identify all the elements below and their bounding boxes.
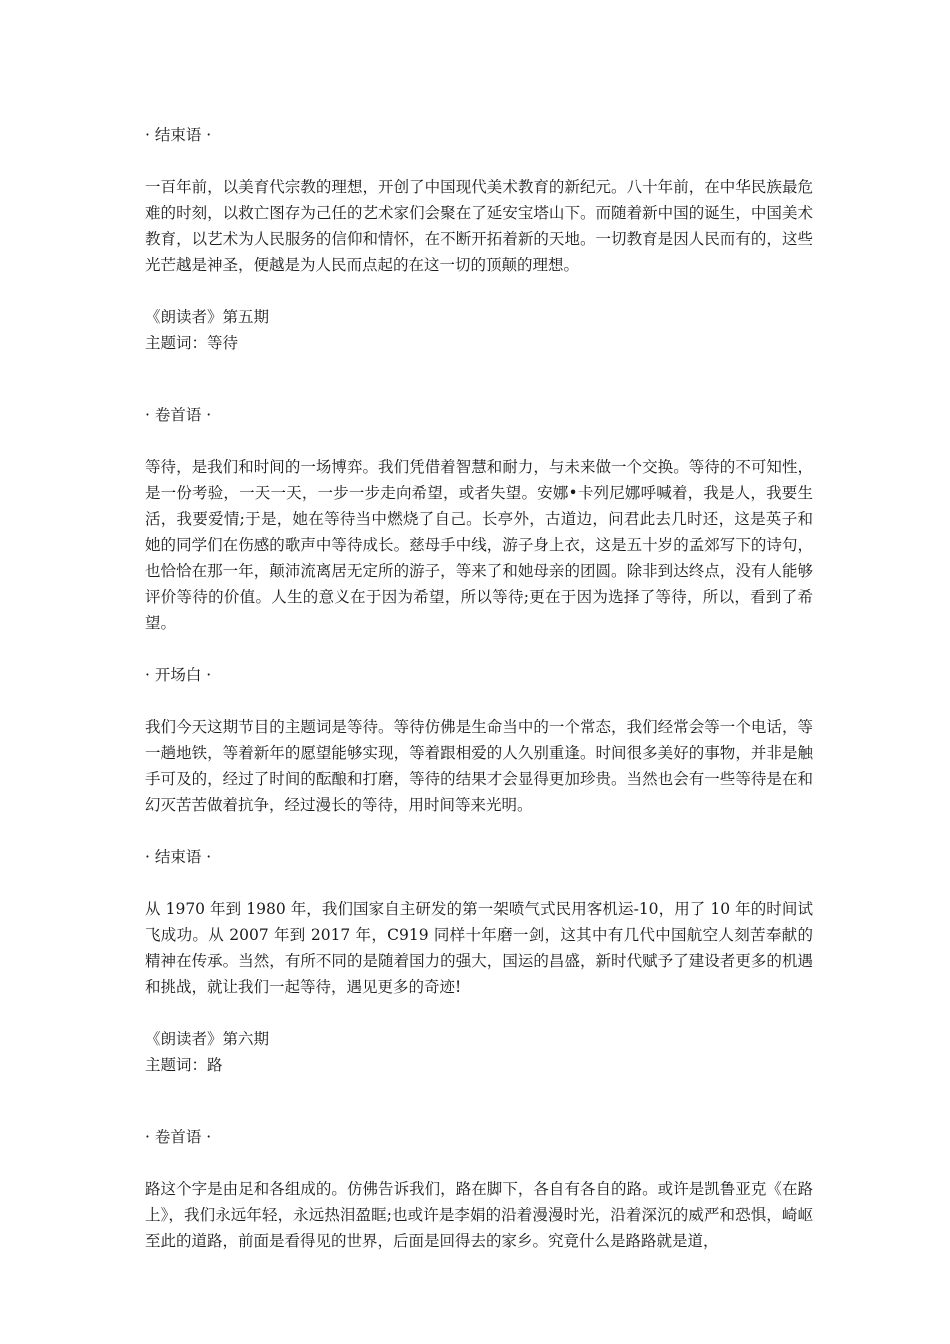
paragraph-preface-road: 路这个字是由足和各组成的。仿佛告诉我们，路在脚下，各自有各自的路。或许是凯鲁亚克《在路上》，我们永远年轻，永远热泪盈眶;也或许是李娟的沿着漫漫时光，沿着深沉的威严和恐惧，崎岖至此的道路，前面是看得见的世界，后面是回得去的家乡。究竟什么是路路就是道， [145, 1180, 813, 1250]
paragraph-preface-waiting: 等待，是我们和时间的一场博弈。我们凭借着智慧和耐力，与未来做一个交换。等待的不可知性，是一份考验，一天一天，一步一步走向希望，或者失望。安娜•卡列尼娜呼喊着，我是人，我要生活，我要爱情;于是，她在等待当中燃烧了自己。长亭外，古道边，问君此去几时还，这是英子和她的同学们在伤感的歌声中等待成长。慈母手中线，游子身上衣，这是五十岁的孟郊写下的诗句，也恰恰在那一年，颠沛流离居无定所的游子，等来了和她母亲的团圆。除非到达终点，没有人能够评价等待的价值。人生的意义在于因为希望，所以等待;更在于因为选择了等待，所以，看到了希望。 [145, 458, 813, 632]
section-heading-closing: · 结束语 · [145, 126, 212, 144]
section-heading-preface: · 卷首语 · [145, 406, 212, 424]
paragraph-closing-aviation: 从 1970 年到 1980 年，我们国家自主研发的第一架喷气式民用客机运-10，用了 10 年的时间试飞成功。从 2007 年到 2017 年，C919 同样十年磨一剑，这其中有几代中国航空人刻苦奉献的精神在传承。当然，有所不同的是随着国力的强大，国运的昌盛，新时代赋予了建设者更多的机遇和挑战，就让我们一起等待，遇见更多的奇迹! [145, 900, 813, 996]
paragraph-closing-art-education: 一百年前，以美育代宗教的理想，开创了中国现代美术教育的新纪元。八十年前，在中华民族最危难的时刻，以救亡图存为己任的艺术家们会聚在了延安宝塔山下。而随着新中国的诞生，中国美术教育，以艺术为人民服务的信仰和情怀，在不断开拓着新的天地。一切教育是因人民而有的，这些光芒越是神圣，便越是为人民而点起的在这一切的顶颠的理想。 [145, 178, 813, 274]
document-body [145, 122, 813, 1254]
section-heading-opening: · 开场白 · [145, 666, 212, 684]
paragraph-opening-waiting: 我们今天这期节目的主题词是等待。等待仿佛是生命当中的一个常态，我们经常会等一个电话，等一趟地铁，等着新年的愿望能够实现，等着跟相爱的人久别重逢。时间很多美好的事物，并非是触手可及的，经过了时间的酝酿和打磨，等待的结果才会显得更加珍贵。当然也会有一些等待是在和幻灭苦苦做着抗争，经过漫长的等待，用时间等来光明。 [145, 718, 813, 814]
episode-theme: 主题词：等待 [145, 334, 239, 352]
episode-title: 《朗读者》第五期 [145, 308, 270, 326]
episode-theme: 主题词：路 [145, 1056, 223, 1074]
section-heading-preface: · 卷首语 · [145, 1128, 212, 1146]
episode-title: 《朗读者》第六期 [145, 1030, 270, 1048]
section-heading-closing: · 结束语 · [145, 848, 212, 866]
